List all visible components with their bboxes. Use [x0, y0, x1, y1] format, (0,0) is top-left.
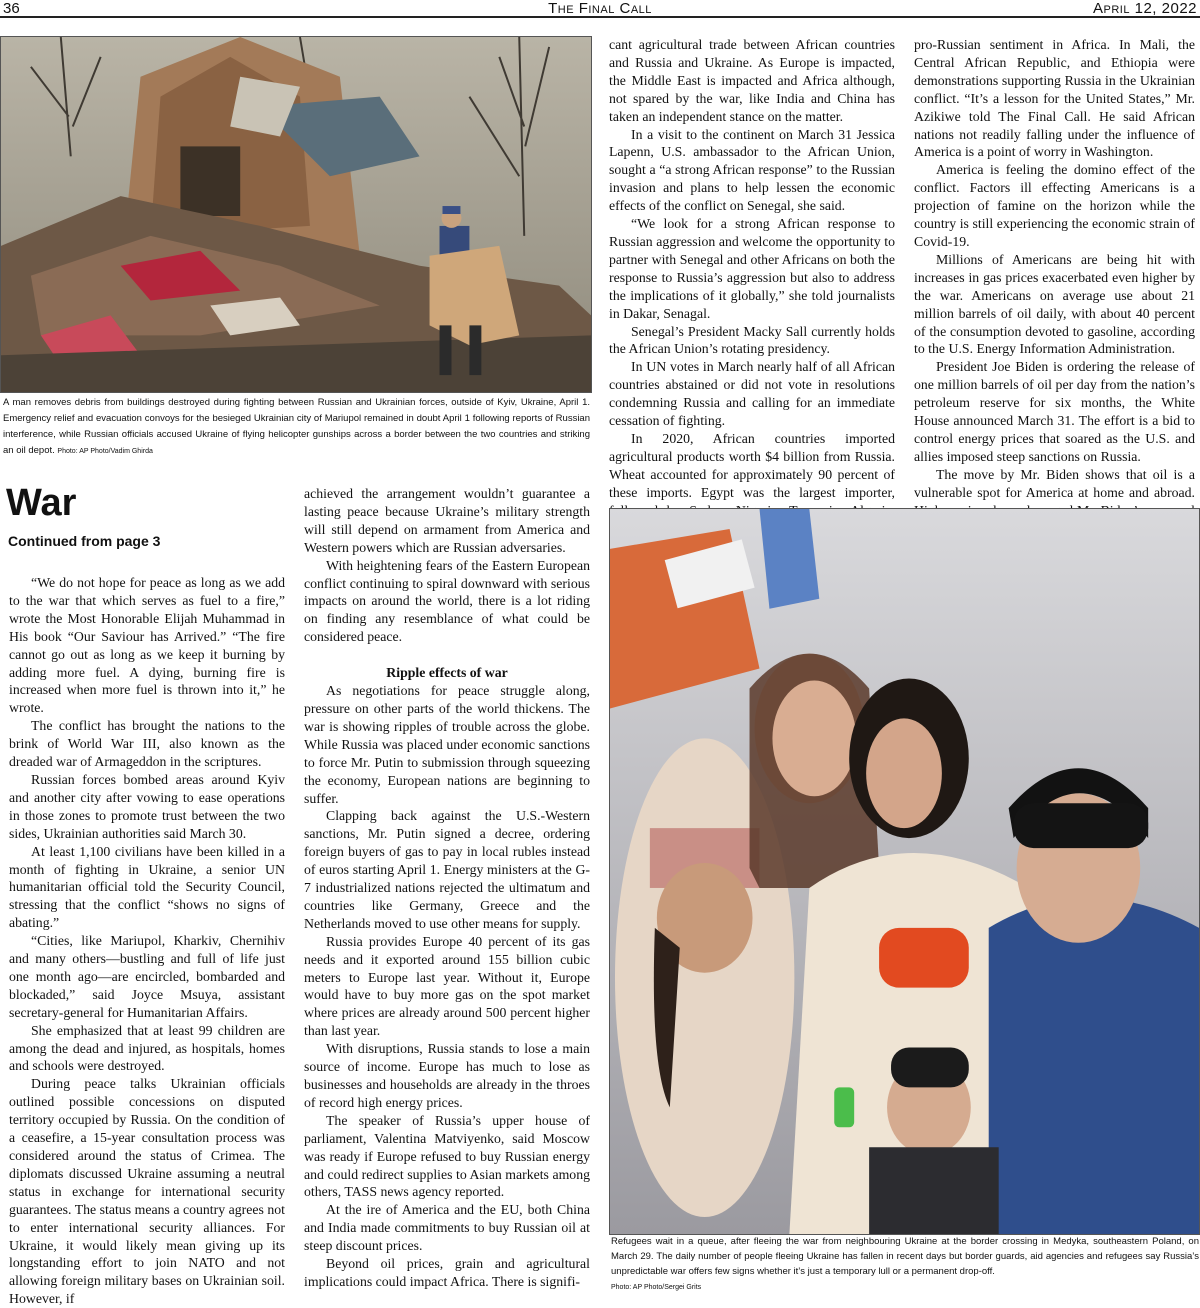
paragraph: At least 1,100 civilians have been killed in a month of fighting in Ukraine, a senior UN humanitarian official told the Security Council, stressing that the conflict “shows no signs of abating.”: [9, 843, 285, 931]
continued-from-label: Continued from page 3: [8, 533, 161, 549]
photo-credit: Photo: AP Photo/Vadim Ghirda: [57, 448, 153, 455]
paragraph: President Joe Biden is ordering the release of one million barrels of oil per day from the nation’s petroleum reserve for six months, the White House announced March 31. The effort is a bid to control energy prices that soared as the U.S. and allies imposed steep sanctions on Russia.: [914, 359, 1195, 464]
paragraph: Russian forces bombed areas around Kyiv and another city after vowing to ease operations in those zones to promote trust between the two sides, Ukrainian authorities said March 30.: [9, 771, 285, 841]
publication-name: The Final Call: [548, 0, 652, 17]
paragraph: With heightening fears of the Eastern European conflict continuing to spiral downward with serious impacts on around the world, there is a lot riding on finding any resemblance of what could be considered peace.: [304, 557, 590, 645]
paragraph: During peace talks Ukrainian officials outlined possible concessions on disputed territory occupied by Russia. On the condition of a ceasefire, a 15-year consultation process was considered around the status of Crimea. The diplomats discussed Ukraine assuming a neutral status in exchange for international security guarantees. The status means a country agrees not to enter international security alliances. For Ukraine, it would likely mean giving up its longstanding effort to join NATO and not allowing foreign military bases on Ukrainian soil. However, if: [9, 1076, 285, 1307]
paragraph: pro-Russian sentiment in Africa. In Mali, the Central African Republic, and Ethiopia were demonstrations supporting Russia in the Ukrainian conflict. “It’s a lesson for the United States,” Mr. Azikiwe told The Final Call. He said African nations not readily falling under the influence of America is a point of worry in Washington.: [914, 37, 1195, 160]
paragraph: cant agricultural trade between African countries and Russia and Ukraine. As Europe is impacted, the Middle East is impacted and Africa although, not spared by the war, like India and China has taken an independent stance on the matter.: [609, 37, 895, 124]
paragraph: She emphasized that at least 99 children are among the dead and injured, as hospitals, homes and schools were destroyed.: [9, 1022, 285, 1074]
caption-text: Refugees wait in a queue, after fleeing the war from neighbouring Ukraine at the border crossing in Medyka, southeastern Poland, on March 29. The daily number of people fleeing Ukraine has fallen in recent days but border guards, aid agencies and refugees say Russia’s unpredictable war offers few signs whether it’s just a temporary lull or a permanent drop-off.: [611, 1236, 1199, 1277]
paragraph: In 2020, African countries imported agricultural products worth $4 billion from Russia. Wheat accounted for approximately 90 percent of these imports. Egypt was the largest importer,: [609, 430, 895, 500]
paragraph: In a visit to the continent on March 31 Jessica Lapenn, U.S. ambassador to the African Union, sought a “a strong African response” to the Russian invasion and plans to help lessen the economic effects of the conflict on Senegal, she said.: [609, 126, 895, 214]
article-column-1: [9, 574, 285, 1307]
paragraph: In UN votes in March nearly half of all African countries abstained or did not vote in resolutions condemning Russia and calling for an immediate cessation of fighting.: [609, 359, 895, 429]
paragraph: The move by Mr. Biden shows that oil is a vulnerable spot for America at home and abroad.: [914, 466, 1195, 500]
article-column-3: [609, 36, 895, 498]
issue-date: April 12, 2022: [1092, 0, 1197, 17]
article-column-2: [304, 485, 590, 1298]
page-number: 36: [3, 0, 20, 17]
paragraph: Clapping back against the U.S.-Western sanctions, Mr. Putin signed a decree, ordering foreign buyers of gas to pay in local rubles instead of euros starting April 1. Energy ministers at the G-7 industrialized nations rejected the ultimatum and countries like Germany, Greece and the Netherlands moved to use other means for supply.: [304, 808, 590, 931]
paragraph: As negotiations for peace struggle along, pressure on other parts of the world thickens. The war is showing ripples of trouble across the globe. While Russia was placed under economic sanctions to force Mr. Putin to submission through squeezing the economy, European nations are beginning to suffer.: [304, 683, 590, 806]
paragraph: America is feeling the domino effect of the conflict. Factors ill effecting Americans is a projection of famine on the horizon while the country is still experiencing the economic strain of Covid-19.: [914, 162, 1195, 249]
refugees-photo: [609, 508, 1200, 1235]
debris-photo: [0, 36, 592, 393]
paragraph: Russia provides Europe 40 percent of its gas needs and it exported around 155 billion cubic meters to Europe last year. Without it, Europe would have to buy more gas on the spot market where prices are already around 500 percent higher than last year.: [304, 933, 590, 1039]
paragraph: At the ire of America and the EU, both China and India made commitments to buy Russian oil at steep discount prices.: [304, 1202, 590, 1254]
subheading: Ripple effects of war: [386, 665, 508, 681]
paragraph: Millions of Americans are being hit with increases in gas prices exacerbated even higher by the war. Americans on average use about 21 million barrels of oil daily, with about 40 percent of the consumption devoted to gasoline, according to the U.S. Energy Information Administration.: [914, 251, 1195, 357]
caption-text: A man removes debris from buildings destroyed during fighting between Russian and Ukrainian forces, outside of Kyiv, Ukraine, April 1. Emergency relief and evacuation convoys for the besieged Ukrainian city of Mariupol remained in doubt April 1 following reports of Russian interference, while Russian officials accused Ukraine of flying helicopter gunships across a border between the two countries and striking an oil depot.: [3, 397, 590, 456]
refugees-photo-caption: [611, 1234, 1199, 1295]
paragraph: “We do not hope for peace as long as we add to the war that which serves as fuel to a fire,” wrote the Most Honorable Elijah Muhammad in His book “Our Saviour has Arrived.” “The fire cannot go out as long as we keep it burning by adding more fuel. A dying, burning fire is increased when more fuel is thrown into it,” he wrote.: [9, 575, 285, 716]
paragraph: “We look for a strong African response to Russian aggression and welcome the opportunity to partner with Senegal and other Africans on both the response to Russia’s aggression but also to address the implications of it globally,” she told journalists in Dakar, Senagal.: [609, 216, 895, 321]
page-header: [0, 0, 1200, 18]
paragraph: Beyond oil prices, grain and agricultural implications could impact Africa. There is signifi-: [304, 1256, 590, 1289]
paragraph: Senegal’s President Macky Sall currently holds the African Union’s rotating presidency.: [609, 323, 895, 357]
paragraph: “Cities, like Mariupol, Kharkiv, Chernihiv and many others—bustling and full of life just one month ago—are encircled, bombarded and blockaded,” said Joyce Msuya, assistant secretary-general for Humanitarian Affairs.: [9, 933, 285, 1020]
paragraph: The speaker of Russia’s upper house of parliament, Valentina Matviyenko, said Moscow was ready if Europe refused to buy Russian energy and could redirect supplies to Asian markets among others, TASS news agency reported.: [304, 1112, 590, 1200]
article-column-4: [914, 36, 1195, 498]
paragraph: The conflict has brought the nations to the brink of World War III, also known as the dreaded war of Armageddon in the scriptures.: [9, 718, 285, 770]
paragraph: achieved the arrangement wouldn’t guarantee a lasting peace because Ukraine’s military strength will still depend on armament from America and Western powers which are Russian adversaries.: [304, 486, 590, 555]
paragraph: With disruptions, Russia stands to lose a main source of income. Europe has much to lose as businesses and households are already in the throes of record high energy prices.: [304, 1041, 590, 1110]
debris-photo-caption: [3, 395, 590, 460]
article-headline: War: [6, 482, 77, 524]
photo-credit: Photo: AP Photo/Sergei Grits: [611, 1284, 702, 1291]
